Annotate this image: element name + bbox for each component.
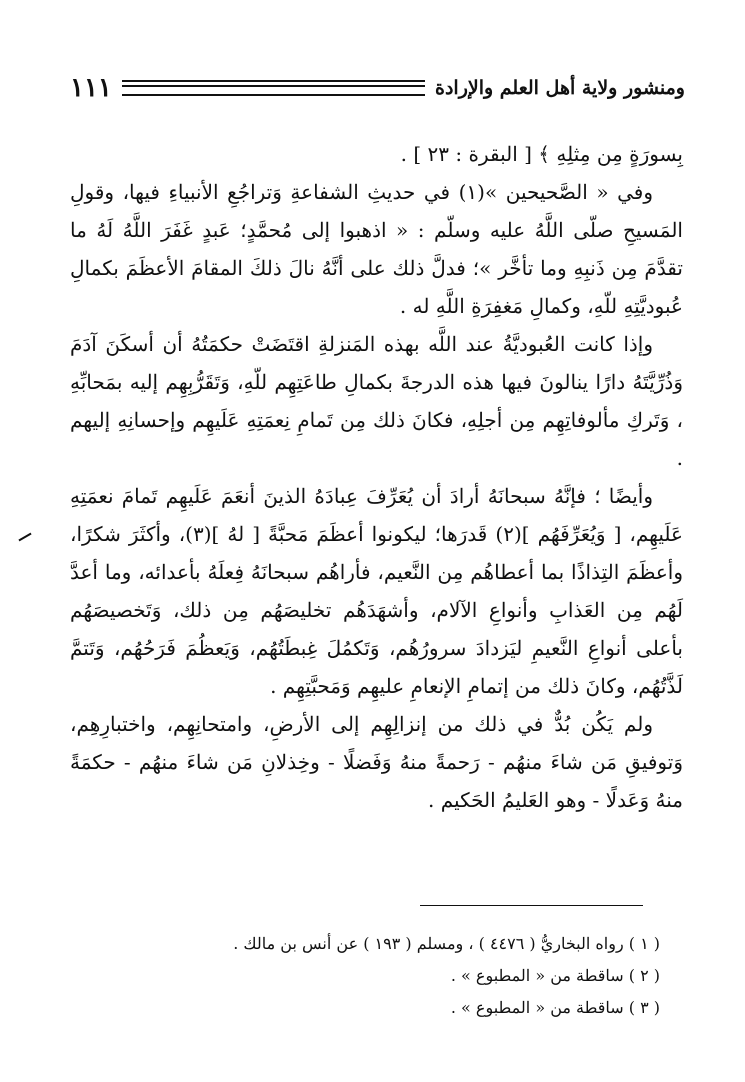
footnote-separator bbox=[420, 905, 643, 906]
footnotes bbox=[70, 928, 660, 1024]
paragraph: وفي « الصَّحيحين »(١) في حديثِ الشفاعةِ وَتراجُعِ الأنبياءِ فيها، وقولِ المَسيحِ صلّى اللَّهُ عليه وسلّم : « اذهبوا إلى مُحمَّدٍ؛ عَبدٍ غَفَرَ اللَّهُ لَهُ ما تقدَّمَ مِن ذَنبِهِ وما تأخَّر »؛ فدلَّ ذلك على أنَّهُ نالَ ذلكَ المقامَ الأعظَمَ بكمالِ عُبوديَّتِهِ للّهِ، وكمالِ مَغفِرَةِ اللَّهِ له . bbox=[70, 180, 683, 318]
footnote: ( ١ ) رواه البخاريُّ ( ٤٤٧٦ ) ، ومسلم ( ١٩٣ ) عن أنس بن مالك . bbox=[233, 934, 660, 953]
paragraph: ولم يَكُن بُدٌّ في ذلك من إنزالِهِم إلى الأرضِ، وامتحانِهِم، واختبارِهِم، وَتوفيقِ مَن شاءَ منهُم - رَحمةً منهُ وَفَضلًا - وخِذلانِ مَن شاءَ منهُم - حكمَةً منهُ وَعَدلًا - وهو العَليمُ الحَكيم . bbox=[70, 712, 683, 812]
main-text bbox=[70, 135, 683, 819]
paragraph: وإذا كانت العُبوديَّةُ عند اللَّه بهذه المَنزلةِ اقتَضَتْ حكمَتُهُ أن أسكَنَ آدَمَ وَذُرِّيَّتَهُ دارًا ينالونَ فيها هذه الدرجةَ بكمالِ طاعَتِهِم للّهِ، وَتَقَرُّبِهِم إليه بمَحابِّهِ ، وَتَركِ مألوفاتِهِم مِن أجلِهِ، فكانَ ذلك مِن تَمامِ نِعمَتِهِ عَلَيهِم وإحسانِهِ إليهم . bbox=[70, 332, 683, 470]
page-header bbox=[70, 68, 685, 108]
paragraph: بِسورَةٍ مِن مِثلِهِ ﴾ [ البقرة : ٢٣ ] . bbox=[400, 142, 683, 166]
header-rule bbox=[122, 80, 425, 96]
footnote: ( ٢ ) ساقطة من « المطبوع » . bbox=[450, 966, 660, 985]
footnote: ( ٣ ) ساقطة من « المطبوع » . bbox=[450, 998, 660, 1017]
paragraph: وأيضًا ؛ فإنَّهُ سبحانَهُ أرادَ أن يُعَرِّفَ عِبادَهُ الذينَ أنعَمَ عَلَيهِم تَمامَ نعمَتِهِ عَلَيهِم، [ وَيُعَرِّفَهُم ](٢) قَدرَها؛ ليكونوا أعظَمَ مَحبَّةً [ لهُ ](٣)، وأكثَرَ شكرًا، وأعظَمَ التِذاذًا بما أعطاهُم مِن النَّعيم، فأراهُم سبحانَهُ فِعلَهُ بأعدائه، وما أعدَّ لَهُم مِن العَذابِ وأنواعِ الآلام، وأشهَدَهُم تخليصَهُم مِن ذلك، وَتَخصيصَهُم بأعلى أنواعِ النَّعيمِ ليَزدادَ سرورُهُم، وَتَكمُلَ غِبطَتُهُم، وَيَعظُمَ فَرَحُهُم، وَتَتمَّ لَذَّتُهُم، وكانَ ذلك من إتمامِ الإنعامِ عليهِم وَمَحبَّتِهِم . bbox=[70, 484, 683, 698]
running-title: ومنشور ولاية أهل العلم والإرادة bbox=[435, 77, 685, 99]
margin-mark bbox=[18, 533, 31, 542]
page-number: ١١١ bbox=[70, 73, 112, 103]
